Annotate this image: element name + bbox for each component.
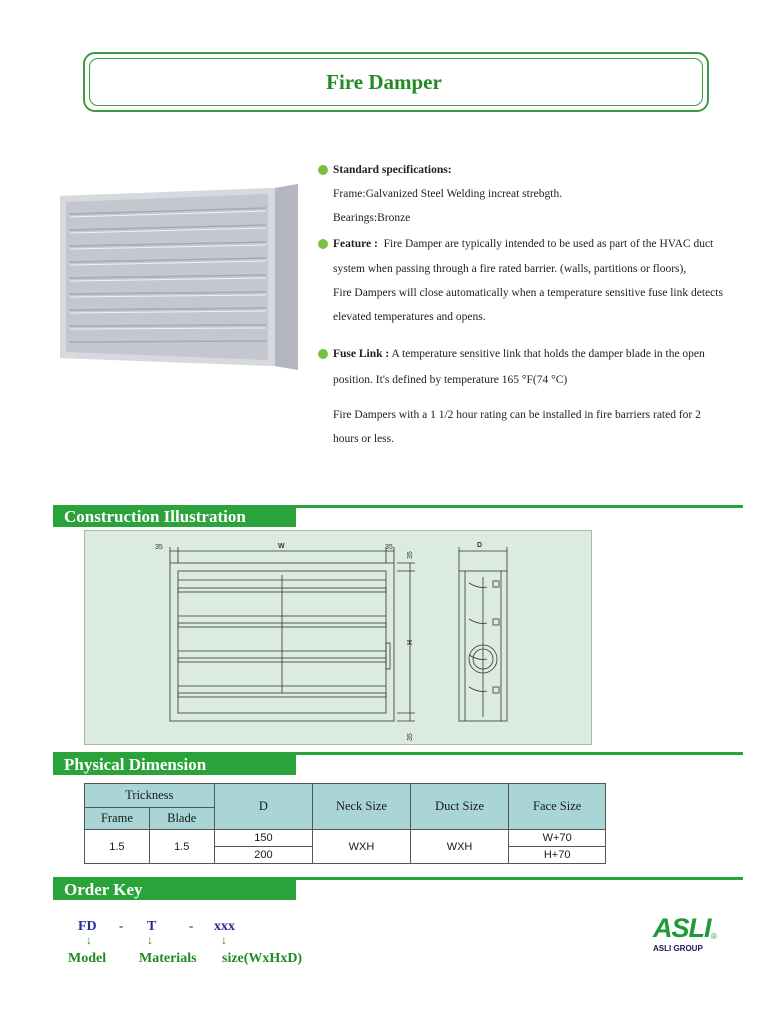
dim-w: W [278, 543, 285, 550]
logo-mark: ASLI [653, 913, 711, 943]
cell-face-2: H+70 [509, 847, 606, 864]
cell-d-2: 200 [214, 847, 313, 864]
dim-h: H [407, 639, 414, 645]
construction-drawing [85, 531, 593, 746]
construction-drawing-panel [84, 530, 592, 745]
cell-duct: WXH [410, 830, 509, 864]
header-blade: Blade [149, 808, 214, 830]
header-trickness: Trickness [85, 784, 215, 808]
spec-bearings: Bearings:Bronze [333, 212, 411, 224]
feature-line-1: Feature : Fire Damper are typically intended to be used as part of the HVAC duct [333, 238, 714, 250]
fuse-line-1: Fuse Link : A temperature sensitive link that holds the damper blade in the open [333, 348, 705, 360]
arrow-down-icon: ↓ [147, 933, 153, 947]
cell-d-1: 150 [214, 830, 313, 847]
spec-frame: Frame:Galvanized Steel Welding increat strebgth. [333, 188, 563, 200]
order-label-size: size(WxHxD) [222, 951, 303, 966]
header-face: Face Size [509, 784, 606, 830]
logo-text: ASLI GROUP [653, 944, 703, 953]
dim-35-left: 35 [155, 544, 163, 551]
feature-line-3: Fire Dampers will close automatically when a temperature sensitive fuse link detects [333, 287, 723, 299]
feature-line-4: elevated temperatures and opens. [333, 311, 486, 323]
dimension-table [84, 783, 606, 864]
header-neck: Neck Size [313, 784, 411, 830]
fuse-line-2: position. It's defined by temperature 165 °F(74 °C) [333, 374, 568, 386]
order-code-model: FD [78, 919, 97, 934]
asli-logo [653, 914, 719, 962]
order-label-materials: Materials [139, 951, 197, 966]
cell-blade: 1.5 [149, 830, 214, 864]
order-dash-2: - [189, 918, 194, 933]
cell-face-1: W+70 [509, 830, 606, 847]
header-d: D [214, 784, 313, 830]
section-order: Order Key [53, 879, 296, 900]
page-title: Fire Damper [326, 70, 442, 94]
order-code-size: xxx [214, 919, 235, 934]
header-frame: Frame [85, 808, 150, 830]
bullet-standard-icon [318, 165, 328, 175]
arrow-down-icon: ↓ [221, 933, 227, 947]
standard-heading: Standard specifications: [333, 164, 452, 176]
dim-35-right: 35 [385, 544, 393, 551]
cell-neck: WXH [313, 830, 411, 864]
bullet-feature-icon [318, 239, 328, 249]
section-construction: Construction Illustration [53, 506, 296, 527]
rating-line-1: Fire Dampers with a 1 1/2 hour rating can be installed in fire barriers rated for 2 [333, 409, 701, 421]
arrow-down-icon: ↓ [86, 933, 92, 947]
bullet-fuse-icon [318, 349, 328, 359]
logo-reg: ® [711, 932, 717, 941]
order-label-model: Model [68, 951, 107, 966]
dim-35-side: 35 [407, 551, 414, 559]
order-dash-1: - [119, 918, 124, 933]
header-duct: Duct Size [410, 784, 509, 830]
dim-d: D [477, 542, 483, 549]
section-physical: Physical Dimension [53, 754, 296, 775]
order-code-material: T [147, 919, 157, 934]
rating-line-2: hours or less. [333, 433, 395, 445]
feature-line-2: system when passing through a fire rated barrier. (walls, partitions or floors), [333, 263, 687, 275]
cell-frame: 1.5 [85, 830, 150, 864]
dim-35-bottom: 35 [407, 733, 414, 741]
fire-damper-photo [60, 184, 298, 370]
